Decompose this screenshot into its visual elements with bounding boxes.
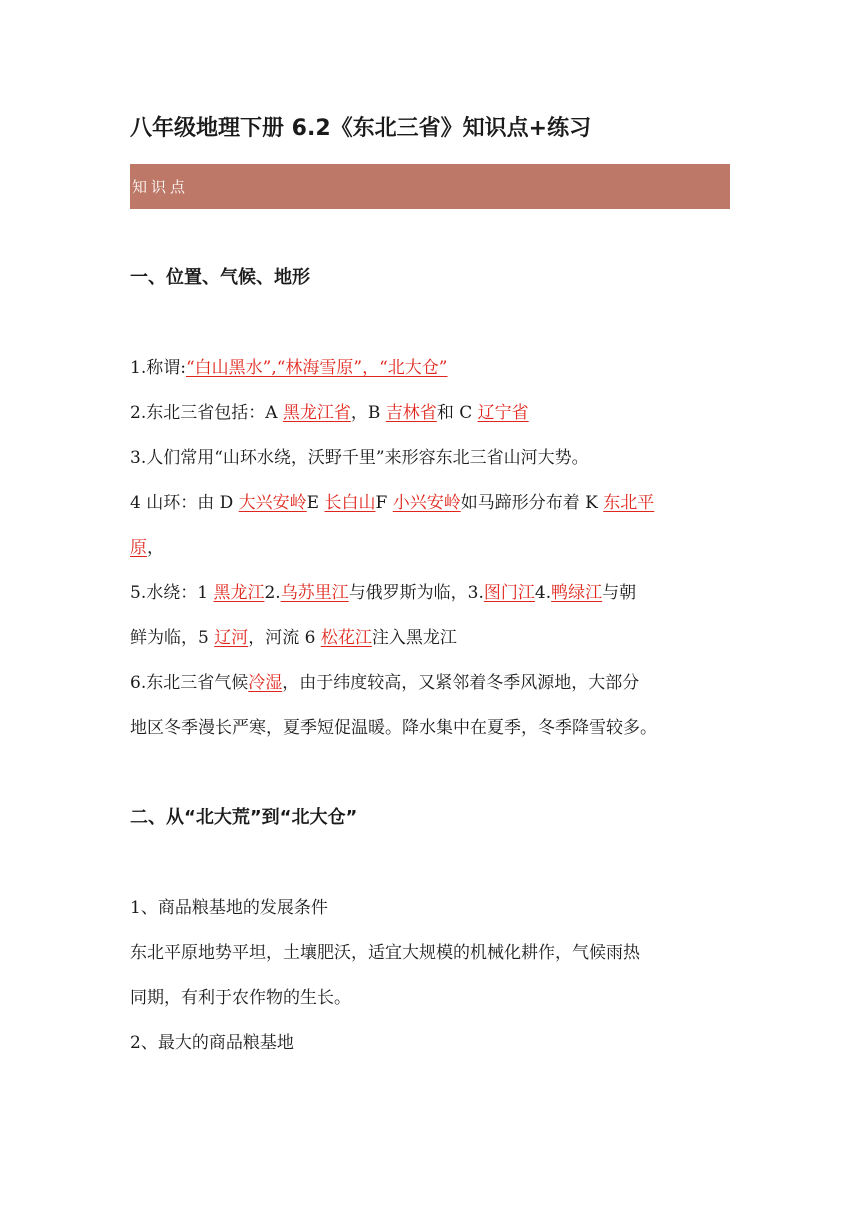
item-2: 2.东北三省包括：A 黑龙江省，B 吉林省和 C 辽宁省 <box>130 403 529 423</box>
subheading-1: 1、商品粮基地的发展条件 <box>130 898 328 918</box>
item-6-line-1: 6.东北三省气候冷湿，由于纬度较高，又紧邻着冬季风源地，大部分 <box>130 673 640 693</box>
answer-text: 黑龙江 <box>213 583 265 603</box>
answer-text: 长白山 <box>324 493 376 513</box>
item-1: 1.称谓:“白山黑水”,“林海雪原”，“北大仓” <box>130 358 448 378</box>
item-5-line-1: 5.水绕：1 黑龙江2.乌苏里江与俄罗斯为临，3.图门江4.鸭绿江与朝 <box>130 583 637 603</box>
answer-text: 大兴安岭 <box>238 493 307 513</box>
answer-text: 吉林省 <box>385 403 437 423</box>
document-title: 八年级地理下册 6.2《东北三省》知识点+练习 <box>130 116 592 141</box>
answer-text: 图门江 <box>483 583 535 603</box>
item-4-line-1: 4 山环：由 D 大兴安岭E 长白山F 小兴安岭如马蹄形分布着 K 东北平 <box>130 493 655 513</box>
answer-text: 东北平 <box>603 493 655 513</box>
answer-text: 冷湿 <box>248 673 283 693</box>
answer-text: “白山黑水”,“林海雪原”，“北大仓” <box>185 358 448 378</box>
paragraph-line: 同期，有利于农作物的生长。 <box>130 988 351 1008</box>
item-4-line-2: 原， <box>130 538 164 558</box>
answer-text: 辽河 <box>214 628 249 648</box>
answer-text: 原 <box>130 538 147 558</box>
answer-text: 松花江 <box>320 628 372 648</box>
answer-text: 辽宁省 <box>477 403 529 423</box>
item-3: 3.人们常用“山环水绕，沃野千里”来形容东北三省山河大势。 <box>130 448 589 468</box>
section1-heading: 一、位置、气候、地形 <box>130 267 310 288</box>
subheading-2: 2、最大的商品粮基地 <box>130 1033 294 1053</box>
section-banner <box>130 164 730 209</box>
item-5-line-2: 鲜为临，5 辽河，河流 6 松花江注入黑龙江 <box>130 628 457 648</box>
answer-text: 黑龙江省 <box>282 403 351 423</box>
answer-text: 乌苏里江 <box>280 583 349 603</box>
answer-text: 鸭绿江 <box>551 583 603 603</box>
section2-heading: 二、从“北大荒”到“北大仓” <box>130 807 358 828</box>
paragraph-line: 东北平原地势平坦，土壤肥沃，适宜大规模的机械化耕作，气候雨热 <box>130 943 640 963</box>
item-6-line-2: 地区冬季漫长严寒，夏季短促温暖。降水集中在夏季，冬季降雪较多。 <box>130 718 657 738</box>
answer-text: 小兴安岭 <box>392 493 461 513</box>
banner-label: 知识点 <box>132 178 190 196</box>
